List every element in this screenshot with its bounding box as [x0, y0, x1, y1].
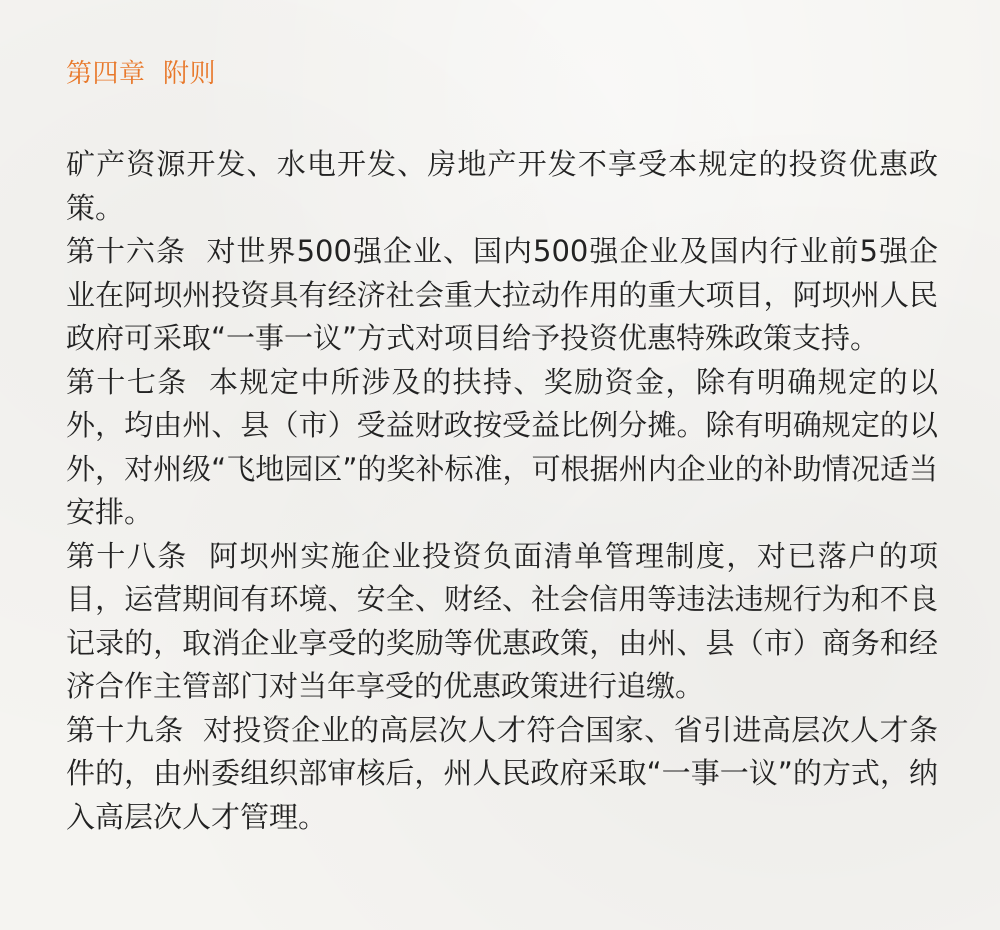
article-text: 本规定中所涉及的扶持、奖励资金，除有明确规定的以外，均由州、县（市）受益财政按受益比例分摊。除有明确规定的以外，对州级“飞地园区”的奖补标准，可根据州内企业的补助情况适当安排。 — [66, 364, 938, 529]
article-heading: 第十六条 — [66, 234, 207, 268]
chapter-title: 第四章 附则 — [66, 59, 217, 89]
article-heading: 第十八条 — [66, 538, 210, 573]
article-heading: 第十九条 — [66, 712, 203, 747]
article-heading: 第十七条 — [66, 364, 210, 399]
article-text: 对世界500强企业、国内500强企业及国内行业前5强企业在阿坝州投资具有经济社会重大拉动作用的重大项目，阿坝州人民政府可采取“一事一议”方式对项目给予投资优惠特殊政策支持。 — [66, 234, 939, 355]
chapter-body — [66, 143, 938, 839]
article-18 — [66, 535, 938, 709]
article-text: 对投资企业的高层次人才符合国家、省引进高层次人才条件的，由州委组织部审核后，州人民政府采取“一事一议”的方式，纳入高层次人才管理。 — [66, 712, 938, 834]
article-text: 阿坝州实施企业投资负面清单管理制度，对已落户的项目，运营期间有环境、安全、财经、社会信用等违法违规行为和不良记录的，取消企业享受的奖励等优惠政策，由州、县（市）商务和经济合作主管部门对当年享受的优惠政策进行追缴。 — [66, 538, 938, 703]
article-19 — [66, 709, 938, 840]
article-17 — [66, 361, 938, 535]
article-16 — [66, 230, 938, 361]
article-text: 矿产资源开发、水电开发、房地产开发不享受本规定的投资优惠政策。 — [66, 147, 938, 225]
paragraph-mining-exclusion — [66, 143, 938, 230]
